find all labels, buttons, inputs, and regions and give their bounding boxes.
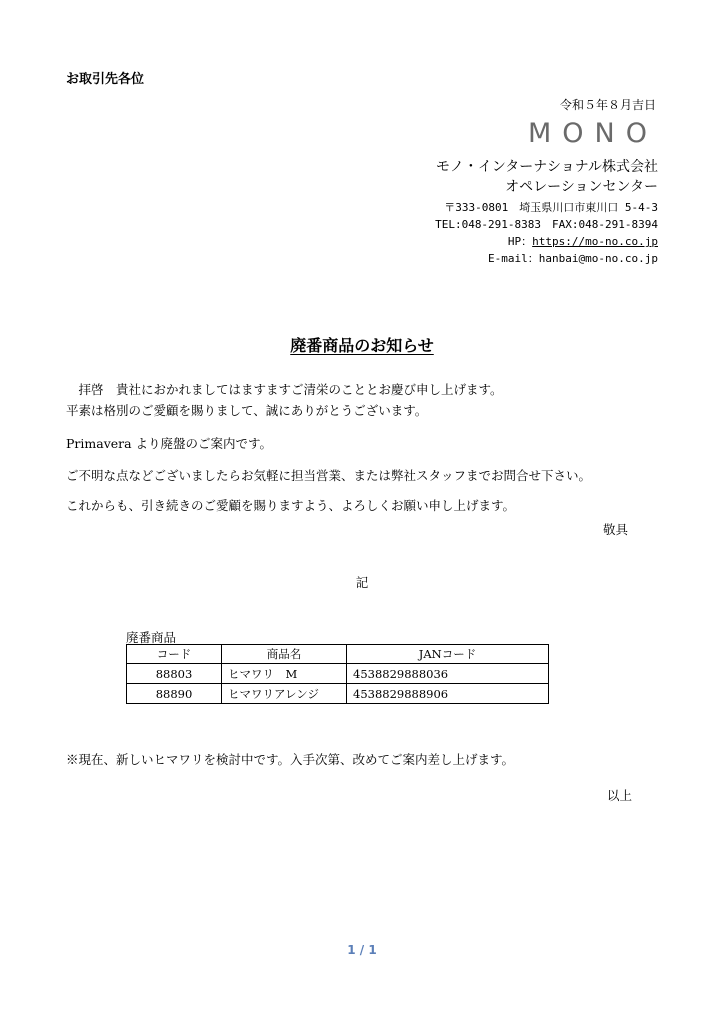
table-row xyxy=(127,664,549,684)
closing-paragraph: これからも、引き続きのご愛顧を賜りますよう、よろしくお願い申し上げます。 xyxy=(66,498,516,513)
greeting-paragraph: 拝啓 貴社におかれましてはますますご清栄のこととお慶び申し上げます。 xyxy=(66,382,503,397)
thanks-paragraph: 平素は格別のご愛顧を賜りまして、誠にありがとうございます。 xyxy=(66,403,428,418)
ki-mark: 記 xyxy=(355,575,369,590)
homepage-label: HP： xyxy=(507,235,533,248)
table-row xyxy=(127,684,549,704)
document-title-text: 廃番商品のお知らせ xyxy=(290,336,434,355)
company-logo: MONO xyxy=(528,118,658,149)
issue-date: 令和５年８月吉日 xyxy=(559,98,656,112)
company-email[interactable]: E-mail：hanbai@mo-no.co.jp xyxy=(488,252,658,265)
announcement-paragraph: Primavera より廃盤のご案内です。 xyxy=(66,436,273,451)
cell-code: 88803 xyxy=(127,664,222,684)
addressee: お取引先各位 xyxy=(66,72,145,87)
cell-code: 88890 xyxy=(127,684,222,704)
department-name: オペレーションセンター xyxy=(505,179,658,195)
header-product-name: 商品名 xyxy=(222,645,347,664)
cell-jan-code: 4538829888036 xyxy=(347,664,549,684)
discontinued-products-table xyxy=(126,644,549,704)
closing-word: 敬具 xyxy=(602,522,628,537)
inquiry-paragraph: ご不明な点などございましたらお気軽に担当営業、または弊社スタッフまでお問合せ下さい。 xyxy=(66,468,592,483)
end-mark: 以上 xyxy=(606,788,632,803)
page-number: 1 / 1 xyxy=(347,943,377,957)
cell-product-name: ヒマワリ M xyxy=(222,664,347,684)
note-text: ※現在、新しいヒマワリを検討中です。入手次第、改めてご案内差し上げます。 xyxy=(66,752,515,767)
header-jan-code: JANコード xyxy=(347,645,549,664)
cell-product-name: ヒマワリアレンジ xyxy=(222,684,347,704)
company-name: モノ・インターナショナル株式会社 xyxy=(435,159,658,175)
company-homepage xyxy=(508,233,658,249)
company-address: 〒333-0801 埼玉県川口市東川口 5-4-3 xyxy=(444,201,658,214)
header-code: コード xyxy=(127,645,222,664)
table-caption: 廃番商品 xyxy=(126,630,177,645)
table-header-row xyxy=(127,645,549,664)
document-title xyxy=(0,333,724,356)
cell-jan-code: 4538829888906 xyxy=(347,684,549,704)
company-phone-fax: TEL:048-291-8383 FAX:048-291-8394 xyxy=(435,218,658,231)
homepage-link[interactable]: https://mo-no.co.jp xyxy=(532,235,658,248)
